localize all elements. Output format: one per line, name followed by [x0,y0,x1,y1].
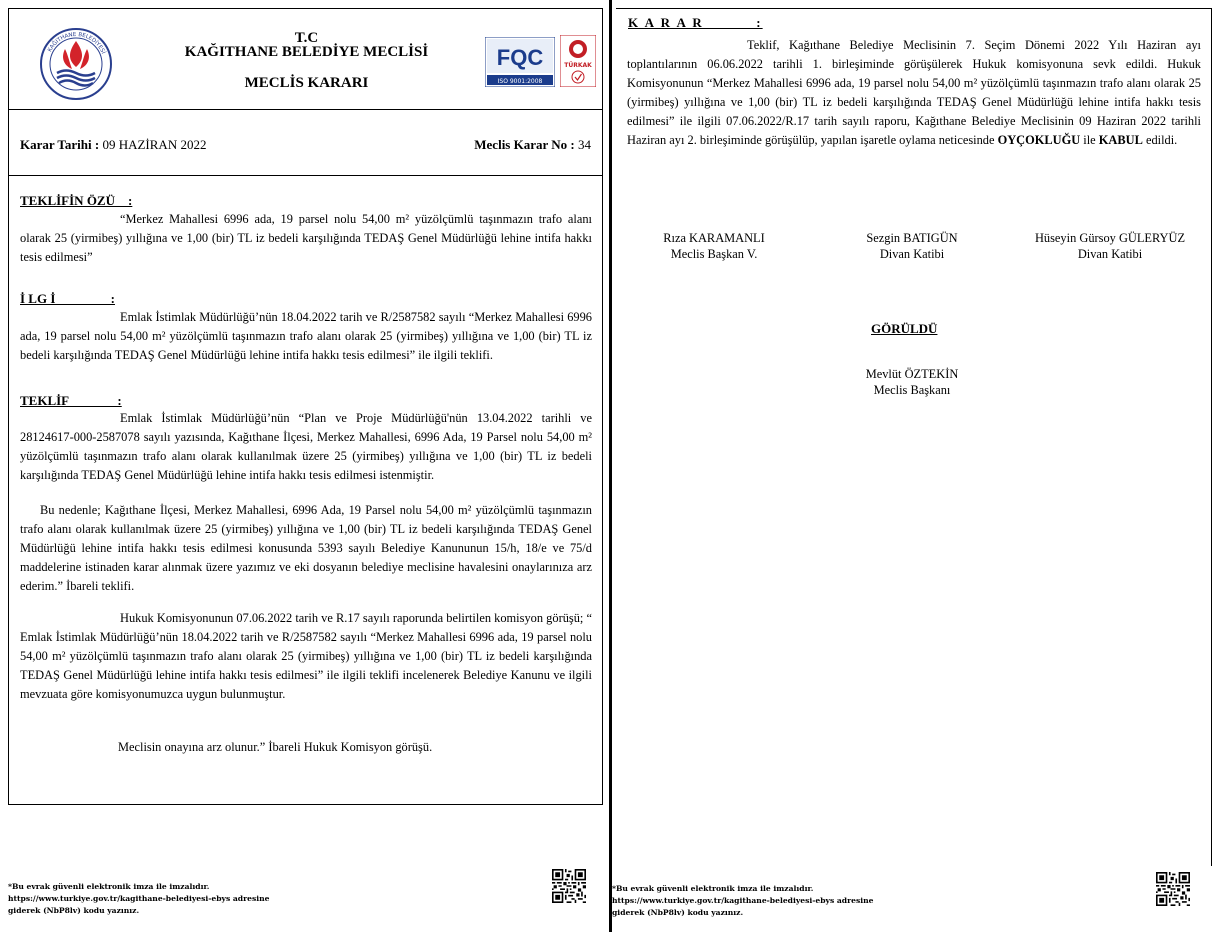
verification-url-2: https://www.turkiye.gov.tr/kagithane-belediyesi-ebys adresine [612,896,874,905]
decision-heading: K A R A R : [628,15,763,30]
decision-frame [8,8,603,805]
decision-continuation-frame [616,8,1212,866]
decision-meta [20,137,591,153]
document-page-2 [612,0,1216,932]
reference-heading: İ LG İ : [20,291,115,306]
signatory-clerk-1: Sezgin BATIGÜN Divan Katibi [866,231,958,261]
e-signature-note: *Bu evrak güvenli elektronik imza ile imzalıdır. https://www.turkiye.gov.tr/kagithane-belediyesi-ebys adresine giderek (NbP8lv) kodu yazınız. [8,882,270,915]
mayor-signature: Mevlüt ÖZTEKİN Meclis Başkanı [865,367,959,397]
proposal-heading: TEKLİF : [20,393,122,408]
decision-number: Meclis Karar No : 34 [474,137,591,152]
signatory-chair: Rıza KARAMANLI Meclis Başkan V. [663,231,765,261]
fqc-certificate-icon [485,37,555,87]
proposal-summary-text: “Merkez Mahallesi 6996 ada, 19 parsel nolu 54,00 m² yüzölçümlü taşınmazın trafo alanı olarak 25 (yirmibeş) yıllığına ve 1,00 (bir) TL iz bedeli karşılığında TEDAŞ Genel Müdürlüğü lehine intifa hakkı tesis edilmesi” [20,212,592,264]
tc-label: T.C [294,30,319,46]
reference-text: Emlak İstimlak Müdürlüğü’nün 18.04.2022 tarih ve R/2587582 sayılı “Merkez Mahallesi 6996 ada, 19 parsel nolu 54,00 m² yüzölçümlü taşınmazın trafo alanı olarak 25 (yirmibeş) yıllığına ve 1,00 (bir) TL iz bedeli karşılığında TEDAŞ Genel Müdürlüğü lehine intifa hakkı tesis edilmesi” ile ilgili teklifi. [20,310,592,362]
proposal-summary-heading: TEKLİFİN ÖZÜ : [20,193,133,208]
proposal-text-1: Emlak İstimlak Müdürlüğü’nün “Plan ve Proje Müdürlüğü'nün 13.04.2022 tarihli ve 28124617-000-2587078 sayılı yazısında, Kağıthane İlçesi, Merkez Mahallesi, 6996 Ada, 19 Parsel nolu 54,00 m² yüzölçümlü taşınmazın trafo alanı olarak kullanılmak üzere 25 (yirmibeş) yıllığına ve 1,00 (bir) TL iz bedeli karşılığında TEDAŞ Genel Müdürlüğü lehine intifa hakkı tesis edilmesi istenmiştir. [20,411,592,482]
svg-text:ISO 9001:2008: ISO 9001:2008 [497,78,543,85]
signatory-clerk-2: Hüseyin Gürsoy GÜLERYÜZ Divan Katibi [1034,231,1186,261]
document-header [9,9,602,109]
svg-text:FQC: FQC [496,45,544,70]
document-type: MECLİS KARARI [244,75,369,91]
closing-text: Meclisin onayına arz olunur.” İbareli Hukuk Komisyon görüşü. [118,740,433,754]
vote-result: OYÇOKLUĞU [997,133,1081,147]
commission-opinion-text: Hukuk Komisyonunun 07.06.2022 tarih ve R.17 sayılı raporunda belirtilen komisyon görüşü; “ Emlak İstimlak Müdürlüğü’nün 18.04.2022 tarih ve R/2587582 sayılı “Merkez Mahallesi 6996 ada, 19 parsel nolu 54,00 m² yüzölçümlü taşınmazın trafo alanı olarak 25 (yirmibeş) yıllığına ve 1,00 (bir) TL iz bedeli karşılığında TEDAŞ Genel Müdürlüğü lehine intifa hakkı tesis edilmesi” ile ilgili teklifi incelenerek Belediye Kanunu ve ilgili mevzuata göre komisyonumuzca uygun bulunmuştur. [20,611,592,701]
verification-url: https://www.turkiye.gov.tr/kagithane-belediyesi-ebys adresine [8,894,270,903]
meta-divider [9,175,602,176]
svg-text:KAĞITHANE BELEDİYESİ: KAĞITHANE BELEDİYESİ [47,31,106,55]
approved-seen-label: GÖRÜLDÜ [871,321,938,336]
proposal-text-2: Bu nedenle; Kağıthane İlçesi, Merkez Mahallesi, 6996 Ada, 19 Parsel nolu 54,00 m² yüzölçümlü taşınmazın trafo alanı olarak kullanılmak üzere 25 (yirmibeş) yıllığına ve 1,00 (bir) TL iz bedeli karşılığında TEDAŞ Genel Müdürlüğü lehine intifa hakkı tesis edilmesi konusunda 5393 sayılı Belediye Kanununun 15/h, 18/e ve 75/d maddelerine istinaden karar alınmak üzere yazımız ve eki dosyanın belediye meclisine havalesini onaylarınıza arz ederim.” İbareli teklifi. [20,503,592,593]
decision-date: Karar Tarihi : 09 HAZİRAN 2022 [20,137,207,152]
decision-text: Teklif, Kağıthane Belediye Meclisinin 7. Seçim Dönemi 2022 Yılı Haziran ayı toplantılarının 06.06.2022 tarihli 1. birleşiminde görüşülerek Hukuk komisyonuna sevk edildi. Hukuk Komisyonunun “Merkez Mahallesi 6996 ada, 19 parsel nolu 54,00 m² yüzölçümlü taşınmazın trafo alanı olarak 25 (yirmibeş) yıllığına ve 1,00 (bir) TL iz bedeli karşılığında TEDAŞ Genel Müdürlüğü lehine intifa hakkı tesis edilmesi” ile ilgili 07.06.2022/R.17 tarih sayılı raporu, Kağıthane Belediye Meclisinin 09 Haziran 2022 tarihli Haziran ayı 2. birleşiminde görüşülüp, yapılan işaretle oylama neticesinde OYÇOKLUĞU ile KABUL edildi. [627,38,1201,147]
svg-text:TÜRKAK: TÜRKAK [564,62,592,69]
turkak-accreditation-icon [560,35,596,87]
qr-code-icon [552,869,586,903]
header-divider [9,109,602,110]
council-name: KAĞITHANE BELEDİYE MECLİSİ [184,44,429,60]
qr-code-icon [1156,872,1190,906]
kagithane-belediyesi-logo-icon [39,27,113,101]
decision-result: KABUL [1098,133,1143,147]
e-signature-note-2: *Bu evrak güvenli elektronik imza ile imzalıdır. https://www.turkiye.gov.tr/kagithane-belediyesi-ebys adresine giderek (NbP8lv) kodu yazınız. [612,884,874,917]
